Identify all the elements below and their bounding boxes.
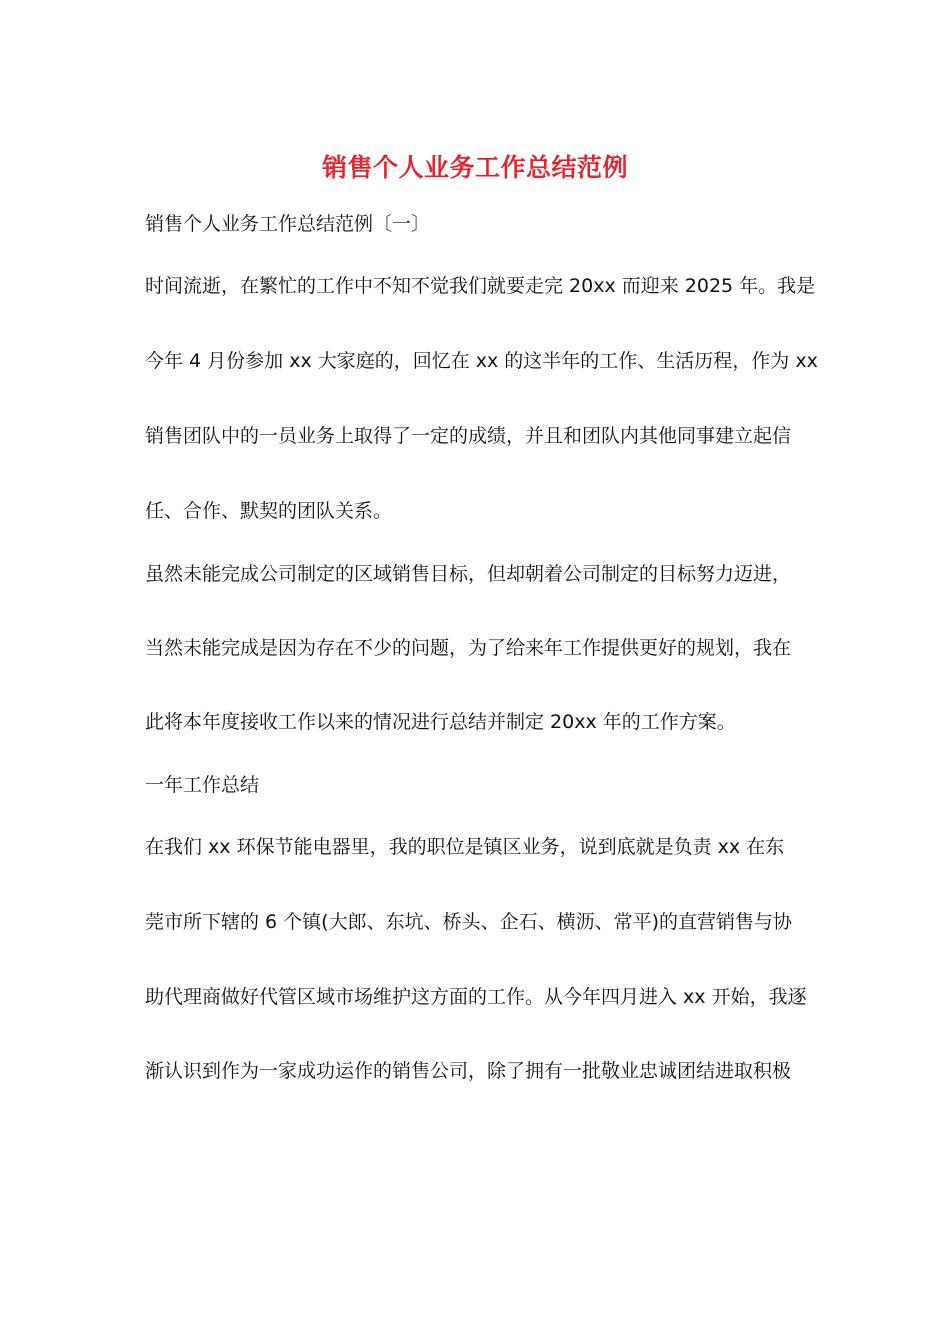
paragraph-line: 助代理商做好代管区域市场维护这方面的工作。从今年四月进入 xx 开始，我逐 <box>145 986 807 1008</box>
subsection-heading: 一年工作总结 <box>145 774 260 796</box>
paragraph-line: 此将本年度接收工作以来的情况进行总结并制定 20xx 年的工作方案。 <box>145 711 736 733</box>
document-title: 销售个人业务工作总结范例 <box>321 153 628 182</box>
paragraph-line: 今年 4 月份参加 xx 大家庭的，回忆在 xx 的这半年的工作、生活历程，作为 xx <box>145 350 818 372</box>
paragraph-line: 任、合作、默契的团队关系。 <box>145 500 393 522</box>
paragraph-line: 虽然未能完成公司制定的区域销售目标，但却朝着公司制定的目标努力迈进， <box>145 563 792 585</box>
paragraph-line: 在我们 xx 环保节能电器里，我的职位是镇区业务，说到底就是负责 xx 在东 <box>145 836 785 858</box>
paragraph-line: 渐认识到作为一家成功运作的销售公司，除了拥有一批敬业忠诚团结进取积极 <box>145 1060 792 1082</box>
paragraph-line: 时间流逝，在繁忙的工作中不知不觉我们就要走完 20xx 而迎来 2025 年。我是 <box>145 275 816 297</box>
section-heading: 销售个人业务工作总结范例〔一〕 <box>145 213 431 235</box>
paragraph-line: 莞市所下辖的 6 个镇(大郎、东坑、桥头、企石、横沥、常平)的直营销售与协 <box>145 911 792 933</box>
paragraph-line: 当然未能完成是因为存在不少的问题，为了给来年工作提供更好的规划，我在 <box>145 637 792 659</box>
paragraph-line: 销售团队中的一员业务上取得了一定的成绩，并且和团队内其他同事建立起信 <box>145 425 792 447</box>
